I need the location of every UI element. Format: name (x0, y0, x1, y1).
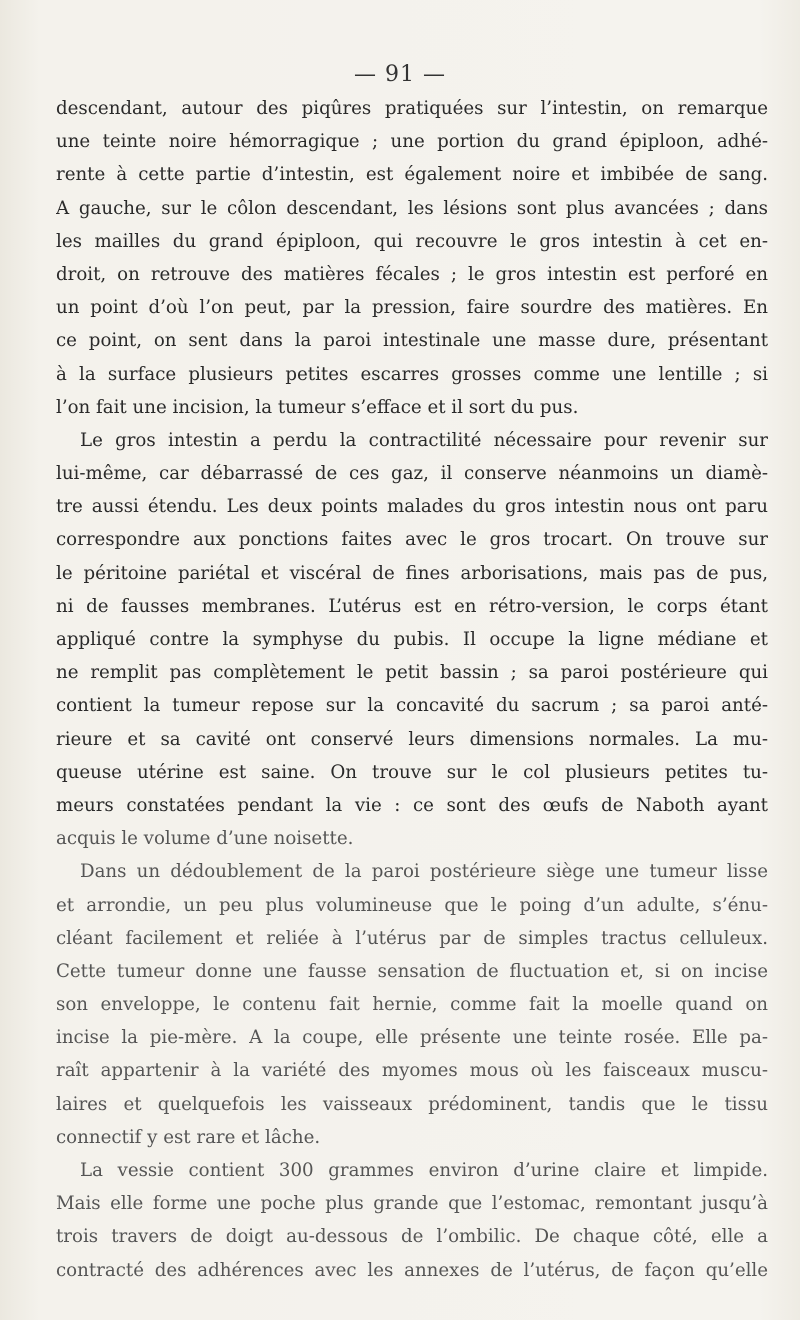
text-line: son enveloppe, le contenu fait hernie, comme fait la moelle quand on (56, 994, 768, 1016)
text-line: un point d’où l’on peut, par la pression, faire sourdre des matières. En (56, 297, 768, 319)
text-line: le péritoine pariétal et viscéral de fines arborisations, mais pas de pus, (56, 562, 768, 584)
text-line: à la surface plusieurs petites escarres grosses comme une lentille ; si (56, 363, 768, 385)
text-line: Mais elle forme une poche plus grande que l’estomac, remontant jusqu’à (56, 1193, 768, 1215)
text-line: La vessie contient 300 grammes environ d’urine claire et limpide. (80, 1160, 768, 1181)
text-line: incise la pie-mère. A la coupe, elle présente une teinte rosée. Elle pa- (56, 1027, 768, 1049)
text-line: l’on fait une incision, la tumeur s’efface et il sort du pus. (56, 396, 579, 418)
text-line: ne remplit pas complètement le petit bassin ; sa paroi postérieure qui (56, 662, 768, 684)
text-line: une teinte noire hémorragique ; une portion du grand épiploon, adhé- (56, 131, 768, 153)
body-text (56, 92, 768, 1287)
text-line: queuse utérine est saine. On trouve sur le col plusieurs petites tu- (56, 761, 768, 783)
text-line: tre aussi étendu. Les deux points malades du gros intestin nous ont paru (56, 496, 768, 518)
text-line: contient la tumeur repose sur la concavité du sacrum ; sa paroi anté- (56, 695, 768, 717)
text-line: ce point, on sent dans la paroi intestinale une masse dure, présentant (56, 330, 768, 352)
text-line: acquis le volume d’une noisette. (56, 828, 354, 850)
page-number: — 91 — (354, 62, 446, 87)
text-line: rieure et sa cavité ont conservé leurs dimensions normales. La mu- (56, 728, 768, 750)
text-line: correspondre aux ponctions faites avec le gros trocart. On trouve sur (56, 529, 768, 551)
text-line: trois travers de doigt au-dessous de l’ombilic. De chaque côté, elle a (56, 1226, 768, 1248)
text-line: Le gros intestin a perdu la contractilité nécessaire pour revenir sur (80, 429, 768, 451)
text-line: descendant, autour des piqûres pratiquées sur l’intestin, on remarque (56, 98, 768, 119)
text-line: Cette tumeur donne une fausse sensation de fluctuation et, si on incise (56, 960, 768, 982)
text-line: rente à cette partie d’intestin, est également noire et imbibée de sang. (56, 164, 768, 186)
text-line: A gauche, sur le côlon descendant, les lésions sont plus avancées ; dans (56, 197, 768, 219)
text-line: et arrondie, un peu plus volumineuse que le poing d’un adulte, s’énu- (56, 894, 768, 916)
text-line: cléant facilement et reliée à l’utérus par de simples tractus celluleux. (56, 927, 768, 949)
text-line: meurs constatées pendant la vie : ce sont des œufs de Naboth ayant (56, 794, 768, 816)
text-line: connectif y est rare et lâche. (56, 1126, 321, 1148)
text-line: Dans un dédoublement de la paroi postérieure siège une tumeur lisse (80, 861, 768, 883)
text-line: ni de fausses membranes. L’utérus est en rétro-version, le corps étant (56, 595, 768, 617)
text-line: contracté des adhérences avec les annexes de l’utérus, de façon qu’elle (56, 1259, 768, 1281)
text-line: raît appartenir à la variété des myomes mous où les faisceaux muscu- (56, 1060, 768, 1082)
text-line: les mailles du grand épiploon, qui recouvre le gros intestin à cet en- (56, 230, 768, 252)
text-line: laires et quelquefois les vaisseaux prédominent, tandis que le tissu (56, 1093, 768, 1115)
text-line: lui-même, car débarrassé de ces gaz, il conserve néanmoins un diamè- (56, 463, 768, 485)
text-line: appliqué contre la symphyse du pubis. Il occupe la ligne médiane et (56, 629, 768, 650)
text-line: droit, on retrouve des matières fécales ; le gros intestin est perforé en (56, 263, 768, 285)
